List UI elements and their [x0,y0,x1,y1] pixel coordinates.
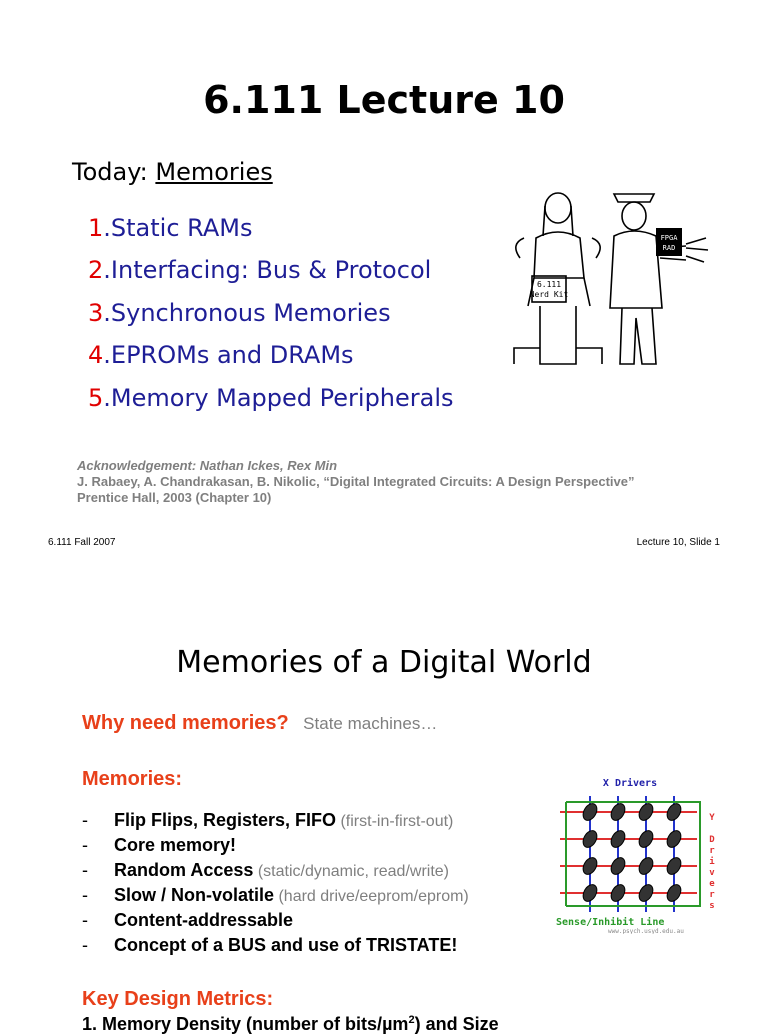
diagram-credit: www.psych.usyd.edu.au [608,928,684,934]
footer-course: 6.111 Fall 2007 [48,537,116,548]
slide-title: 6.111 Lecture 10 [203,78,565,122]
memories-heading: Memories: [82,768,183,790]
topic-item [88,299,391,327]
why-note: State machines… [303,714,438,733]
topic-text: .Static RAMs [103,214,253,242]
topic-number: 3 [88,299,104,327]
y-drivers-letter: i [709,857,715,867]
metric-item: 1. Memory Density (number of bits/µm$^2$) and Size [82,1014,499,1034]
metrics-heading: Key Design Metrics: [82,988,274,1010]
y-drivers-label [709,813,715,911]
clipart-box-label-1: FPGA [660,234,678,242]
nerd-kit-clipart [510,188,710,368]
topic-text: .Synchronous Memories [103,299,391,327]
footer-slide-number: Lecture 10, Slide 1 [636,537,720,548]
memory-types-list [82,808,469,958]
topic-item [88,214,253,242]
topic-number: 5 [88,384,104,412]
today-label: Today: [72,158,156,186]
clipart-box-label-2: RAD [662,244,676,252]
core-memory-diagram [552,774,722,934]
list-item: - Random Access (static/dynamic, read/write) [82,860,449,880]
topic-item [88,341,354,369]
list-item: - Flip Flips, Registers, FIFO (first-in-first-out) [82,810,454,830]
sense-inhibit-label: Sense/Inhibit Line [556,917,665,928]
clipart-kit-label-1: 6.111 [536,280,562,289]
y-drivers-letter: v [709,868,715,878]
y-drivers-letter: r [709,890,715,900]
list-item: - Slow / Non-volatile (hard drive/eeprom/eprom) [82,885,469,905]
ack-lead: Acknowledgement: Nathan Ickes, Rex Min [77,458,338,473]
topic-number: 1 [88,214,104,242]
topic-text: .Memory Mapped Peripherals [103,384,454,412]
today-topic: Memories [155,158,273,186]
ack-reference-2: Prentice Hall, 2003 (Chapter 10) [77,490,272,505]
why-line [82,712,437,735]
list-item: - Concept of a BUS and use of TRISTATE! [82,935,458,955]
why-heading: Why need memories? [82,712,289,734]
slide-2-title: Memories of a Digital World [176,645,592,680]
clipart-kit-label-2: Nerd Kit [529,290,569,299]
y-drivers-letter: r [709,846,715,856]
y-drivers-letter: Y [709,813,715,823]
list-item: - Core memory! [82,835,237,855]
topic-text: .Interfacing: Bus & Protocol [103,256,432,284]
y-drivers-letter: s [709,901,715,911]
topic-number: 4 [88,341,104,369]
list-item: - Content-addressable [82,910,294,930]
topic-item [88,384,454,412]
acknowledgement [77,458,634,506]
y-drivers-letter: e [709,879,715,889]
topic-number: 2 [88,256,104,284]
topic-item [88,256,431,284]
y-drivers-letter: D [709,835,715,845]
ack-reference-1: J. Rabaey, A. Chandrakasan, B. Nikolic, “Digital Integrated Circuits: A Design Perspective” [77,474,635,489]
topic-text: .EPROMs and DRAMs [103,341,354,369]
x-drivers-label: X Drivers [602,778,658,789]
today-heading [72,158,273,186]
